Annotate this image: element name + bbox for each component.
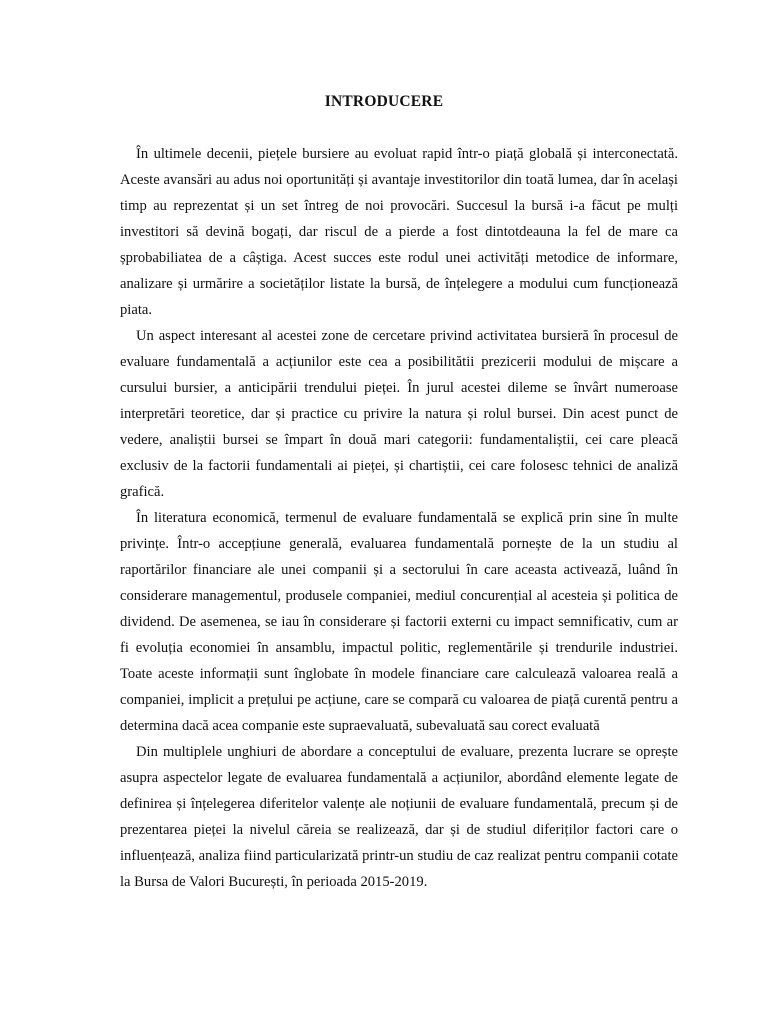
paragraph-3: În literatura economică, termenul de evaluare fundamentală se explică prin sine în multe privințe. Într-o accepțiune generală, evaluarea fundamentală pornește de la un studiu al raportărilor financiare ale unei companii și a sectorului în care aceasta activează, luând în considerare managementul, produsele companiei, mediul concurențial al acesteia și politica de dividend. De asemenea, se iau în considerare și factorii externi cu impact semnificativ, cum ar fi evoluția economiei în ansamblu, impactul politic, reglementările și trendurile industriei. Toate aceste informații sunt înglobate în modele financiare care calculează valoarea reală a companiei, implicit a prețului pe acțiune, care se compară cu valoarea de piață curentă pentru a determina dacă acea companie este supraevaluată, subevaluată sau corect evaluată (120, 510, 678, 734)
paragraph-2: Un aspect interesant al acestei zone de cercetare privind activitatea bursieră în procesul de evaluare fundamentală a acțiunilor este cea a posibilitătii prezicerii modului de mișcare a cursului bursier, a anticipării trendului pieței. În jurul acestei dileme se învârt numeroase interpretări teoretice, dar și practice cu privire la natura și rolul bursei. Din acest punct de vedere, analiștii bursei se împart în două mari categorii: fundamentaliștii, cei care pleacă exclusiv de la factorii fundamentali ai pieței, și chartiștii, cei care folosesc tehnici de analiză grafică. (120, 328, 678, 500)
document-body (120, 141, 678, 895)
paragraph-4: Din multiplele unghiuri de abordare a conceptului de evaluare, prezenta lucrare se oprește asupra aspectelor legate de evaluarea fundamentală a acțiunilor, abordând elemente legate de definirea și înțelegerea diferitelor valențe ale noțiunii de evaluare fundamentală, precum și de prezentarea pieței la nivelul căreia se realizează, dar și de studiul diferiților factori care o influențează, analiza fiind particularizată printr-un studiu de caz realizat pentru companii cotate la Bursa de Valori București, în perioada 2015-2019. (120, 744, 678, 890)
paragraph-1: În ultimele decenii, piețele bursiere au evoluat rapid într-o piață globală și interconectată. Aceste avansări au adus noi oportunități și avantaje investitorilor din toată lumea, dar în același timp au reprezentat și un set întreg de noi provocări. Succesul la bursă i-a făcut pe mulți investitori să devină bogați, dar riscul de a pierde a fost dintotdeauna la fel de mare ca șprobabiliatea de a câștiga. Acest succes este rodul unei activități metodice de informare, analizare și urmărire a societăților listate la bursă, de înțelegere a modului cum funcționează piata. (120, 146, 678, 318)
page-title: INTRODUCERE (324, 93, 444, 110)
